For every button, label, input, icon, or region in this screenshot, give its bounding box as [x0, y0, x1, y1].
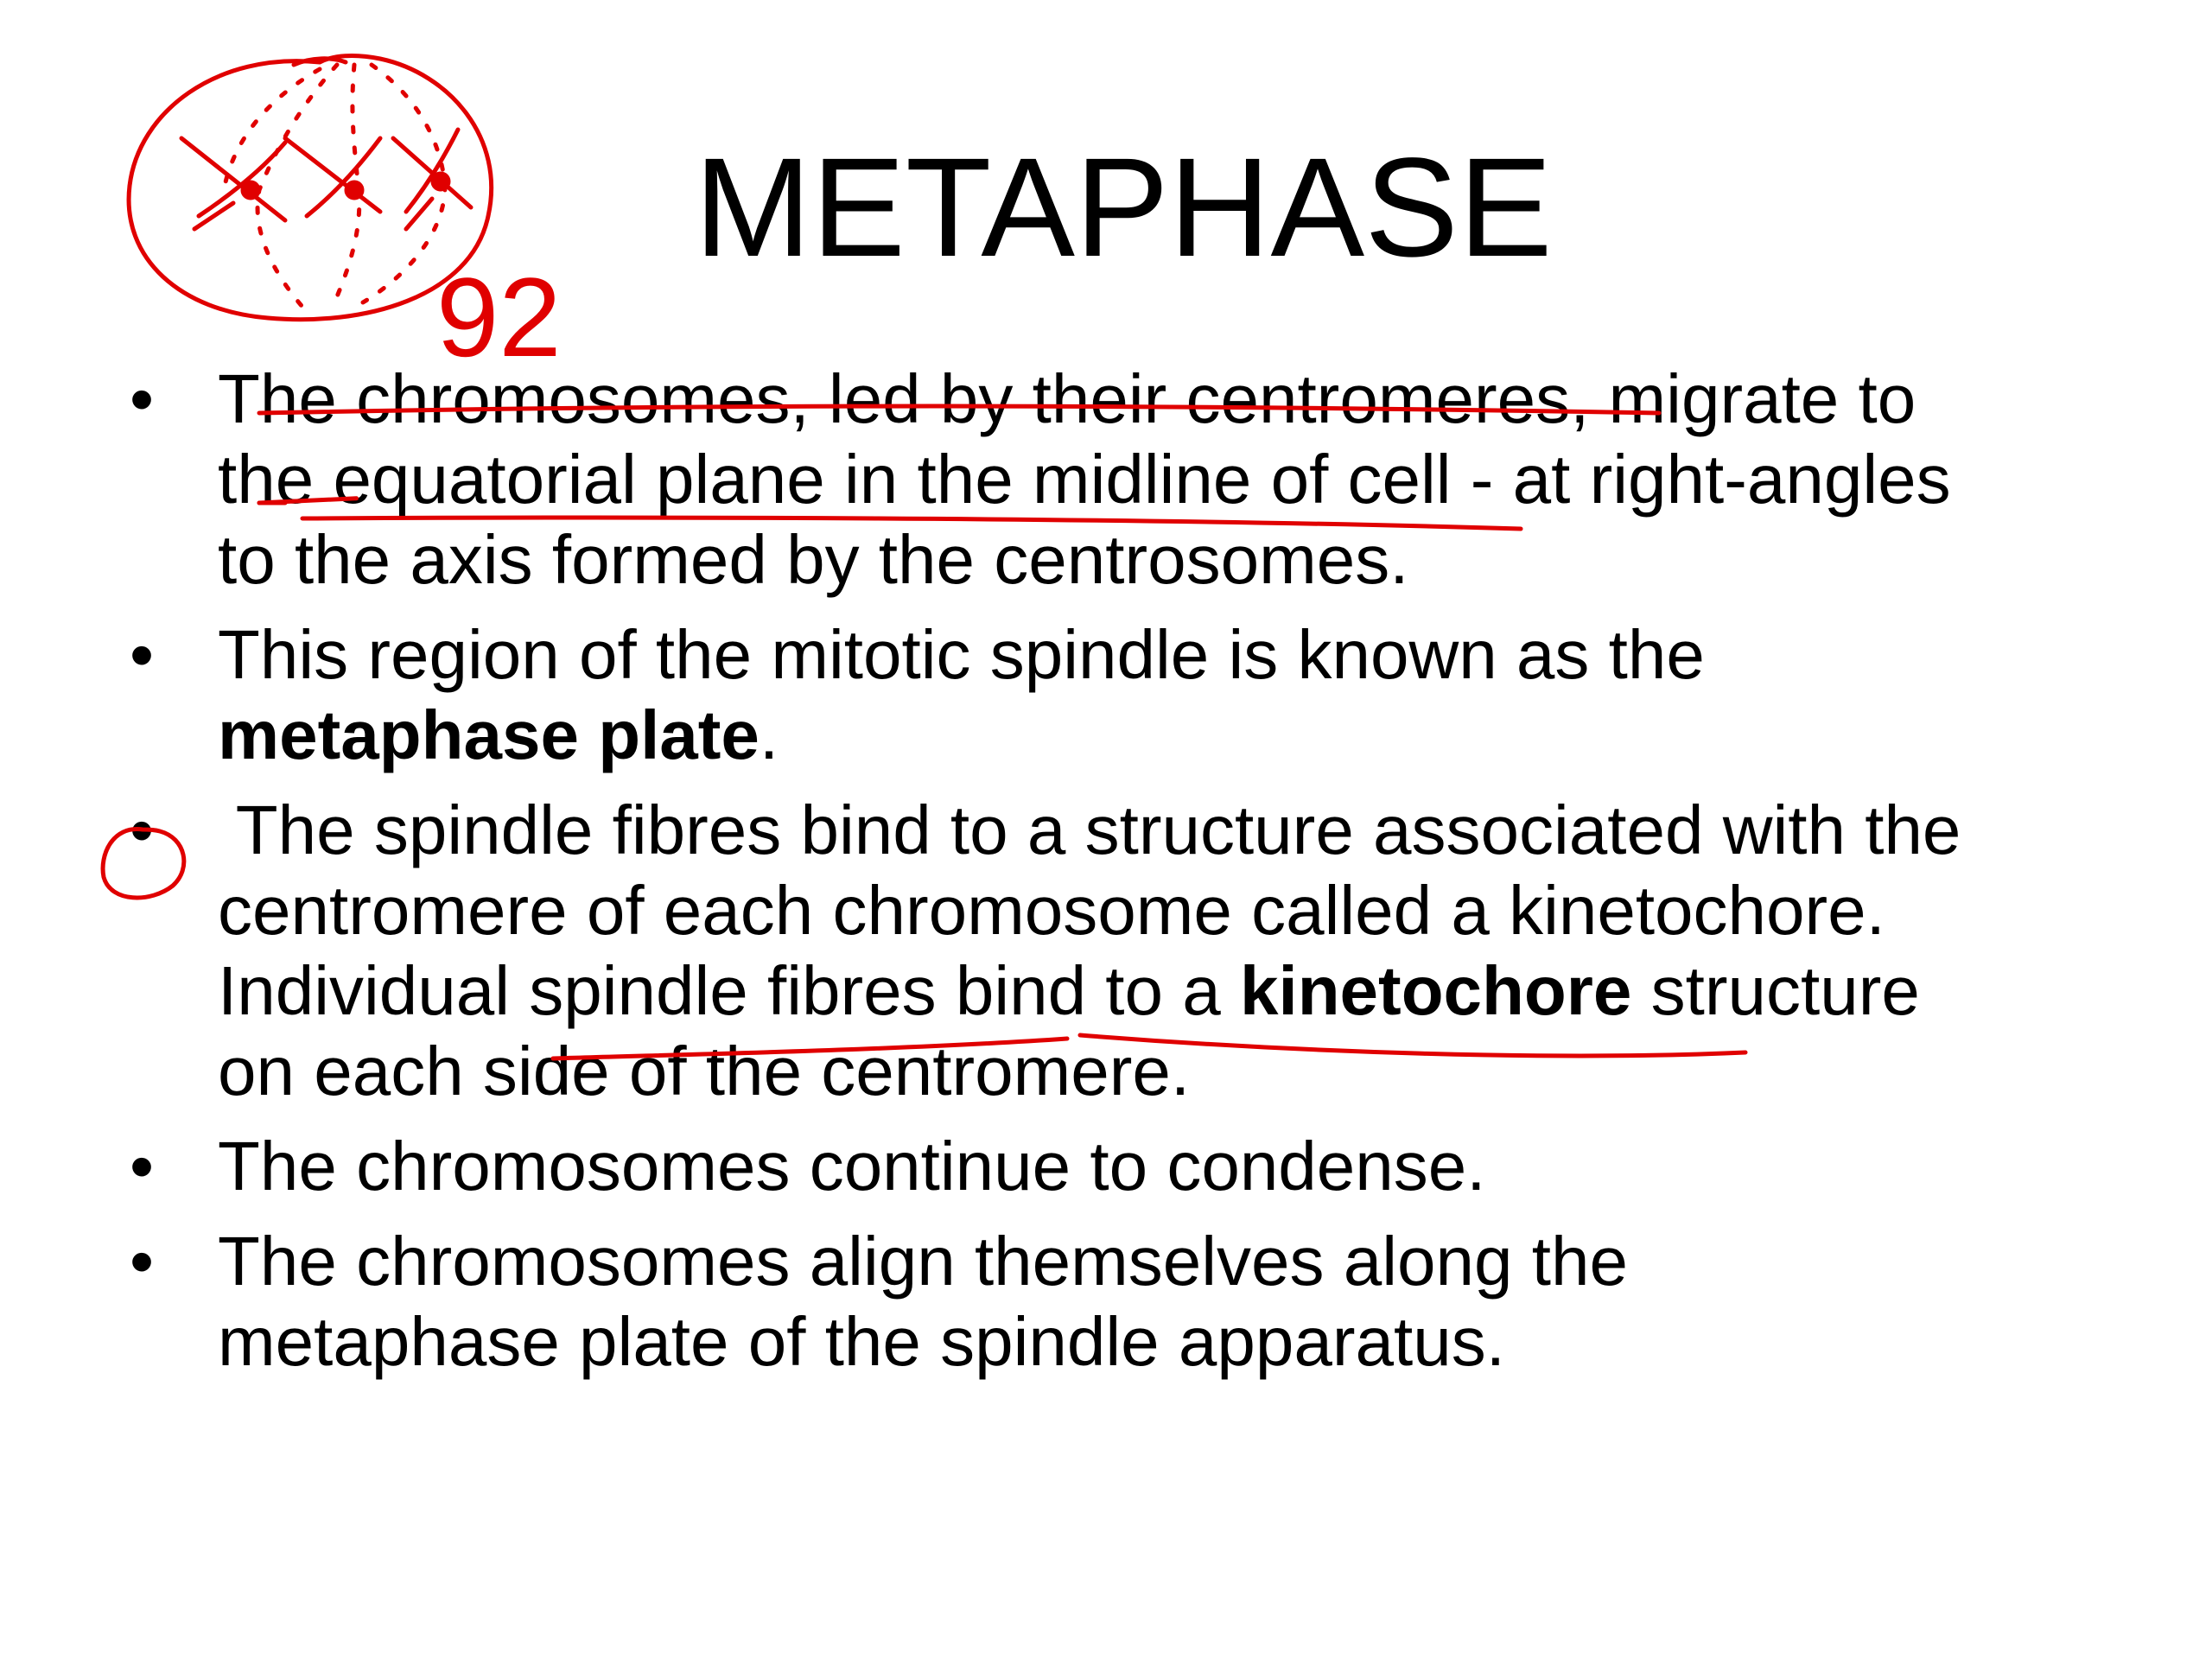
bullet-dot-icon: •: [130, 1128, 155, 1205]
bold-term: kinetochore: [1239, 952, 1632, 1029]
cell-sketch-circle-overlap: [294, 59, 346, 65]
bullet-line: The chromosomes, led by their centromeres, migrate to: [218, 360, 1916, 437]
bullet-item: [130, 359, 2117, 600]
bullet-list: [130, 359, 2117, 1396]
bullet-line: on each side of the centromere.: [218, 1033, 1191, 1109]
bullet-dot-icon: •: [130, 1223, 155, 1300]
handwritten-note: 92: [436, 254, 562, 380]
bullet-line: This region of the mitotic spindle is known as the: [218, 616, 1705, 693]
bullet-line: The spindle fibres bind to a structure associated with the: [218, 791, 1961, 868]
bullet-item: [130, 790, 2117, 1111]
bullet-dot-icon: •: [130, 616, 155, 693]
bullet-line: centromere of each chromosome called a kinetochore.: [218, 872, 1885, 949]
bullet-dot-icon: •: [130, 791, 155, 868]
bullet-line: the equatorial plane in the midline of cell - at right-angles: [218, 441, 1951, 518]
slide-title: METAPHASE: [694, 128, 1553, 286]
bullet-line: to the axis formed by the centrosomes.: [218, 521, 1409, 598]
bullet-item: [130, 1126, 2117, 1206]
bullet-text: .: [759, 696, 779, 773]
bullet-item: [130, 1221, 2117, 1382]
bullet-line: The chromosomes align themselves along the: [218, 1223, 1628, 1300]
bullet-item: [130, 614, 2117, 775]
bullet-dot-icon: •: [130, 360, 155, 437]
bold-term: metaphase plate: [218, 696, 760, 773]
bullet-line: [218, 950, 2117, 1031]
bullet-line: The chromosomes continue to condense.: [218, 1128, 1486, 1205]
bullet-line: [218, 695, 2117, 775]
bullet-line: metaphase plate of the spindle apparatus.: [218, 1303, 1505, 1380]
bullet-text: structure: [1631, 952, 1920, 1029]
bullet-text: Individual spindle fibres bind to a: [218, 952, 1240, 1029]
